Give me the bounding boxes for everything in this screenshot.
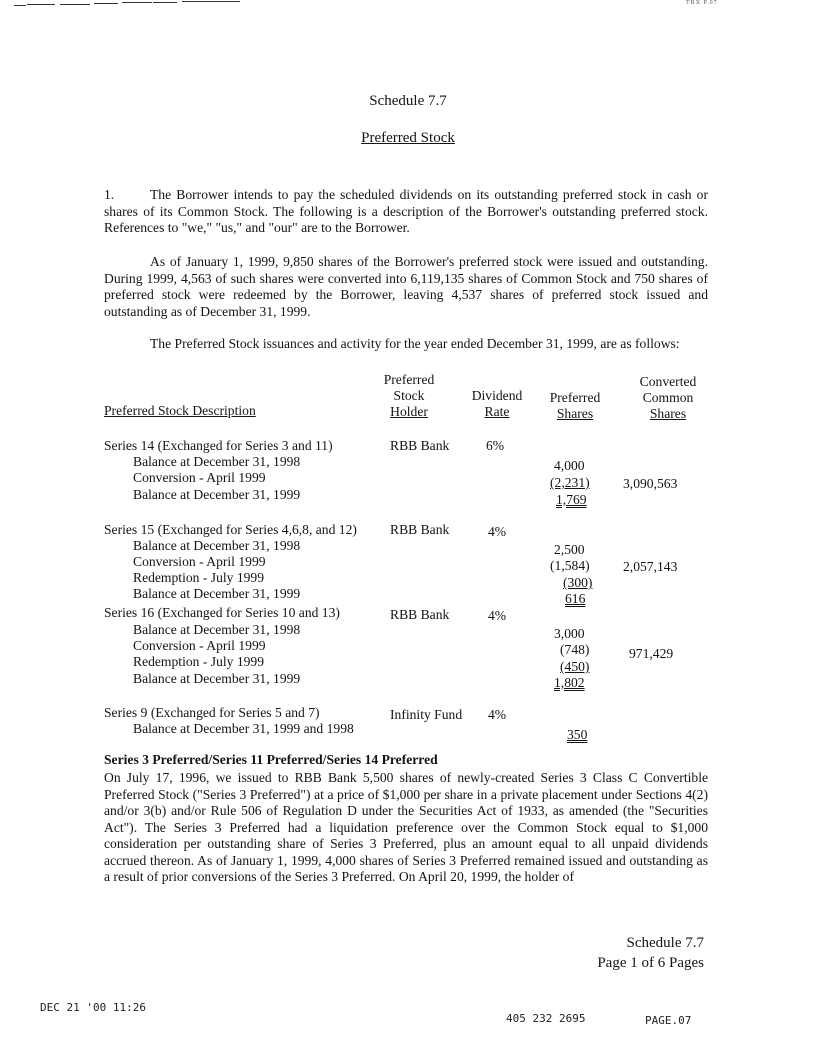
series-rate: 4% [488, 707, 507, 722]
table-row-label: Balance at December 31, 1999 [133, 671, 301, 686]
paragraph-number: 1. [104, 187, 115, 202]
header-preferred-shares: Preferred Shares [549, 390, 601, 421]
page-footer [597, 933, 704, 973]
table-row-converted: 2,057,143 [623, 559, 678, 574]
series-rate: 4% [488, 608, 507, 623]
table-row-shares: 1,802 [554, 675, 585, 690]
table-row-shares: 350 [567, 727, 588, 742]
series-name: Series 14 (Exchanged for Series 3 and 11) [104, 438, 333, 453]
table-row-label: Balance at December 31, 1999 and 1998 [133, 721, 354, 736]
table-row-shares: 1,769 [556, 492, 587, 507]
fax-page-number: PAGE.07 [645, 1014, 692, 1027]
table-row-label: Redemption - July 1999 [133, 654, 265, 669]
series-rate: 6% [486, 438, 505, 453]
table-row-shares: 2,500 [554, 542, 585, 557]
series-holder: RBB Bank [390, 522, 450, 537]
table-row-shares: 3,000 [554, 626, 585, 641]
paragraph-table-intro-text: The Preferred Stock issuances and activity for the year ended December 31, 1999, are as follows: [150, 336, 680, 351]
fax-header-mark: TRX P.07 [686, 0, 718, 6]
table-row-shares: (1,584) [550, 558, 590, 573]
series-name: Series 16 (Exchanged for Series 10 and 13) [104, 605, 340, 620]
series-name: Series 9 (Exchanged for Series 5 and 7) [104, 705, 320, 720]
table-row-label: Redemption - July 1999 [133, 570, 265, 585]
table-row-shares: 616 [565, 591, 586, 606]
series-holder: RBB Bank [390, 438, 450, 453]
table-row-label: Balance at December 31, 1999 [133, 487, 301, 502]
section-title: Preferred Stock [361, 130, 455, 146]
table-row-label: Conversion - April 1999 [133, 638, 266, 653]
schedule-title: Schedule 7.7 [369, 93, 447, 109]
footer-page-number: Page 1 of 6 Pages [597, 955, 704, 971]
header-dividend-rate: Dividend Rate [471, 388, 523, 419]
table-row-label: Conversion - April 1999 [133, 470, 266, 485]
paragraph-shares-summary [104, 254, 708, 320]
series-holder: Infinity Fund [390, 707, 463, 722]
table-row-label: Balance at December 31, 1998 [133, 454, 301, 469]
table-row-shares: (450) [560, 659, 590, 674]
paragraph-shares-text: As of January 1, 1999, 9,850 shares of the Borrower's preferred stock were issued and outstanding. During 1999, 4,563 of such shares were converted into 6,119,135 shares of Common Stock and 750 shares of preferred stock were redeemed by the Borrower, leaving 4,537 shares of preferred stock issued and outstanding as of December 31, 1999. [104, 254, 708, 319]
paragraph-intro [104, 187, 708, 237]
paragraph-intro-text: The Borrower intends to pay the scheduled dividends on its outstanding preferred stock in cash or shares of its Common Stock. The following is a description of the Borrower's outstanding preferred stock. References to "we," "us," and "our" are to the Borrower. [104, 187, 708, 235]
paragraph-table-intro [104, 336, 708, 353]
header-converted-shares: Converted Common Shares [639, 374, 697, 421]
table-row-converted: 971,429 [629, 646, 674, 661]
table-row-converted: 3,090,563 [623, 476, 678, 491]
header-description: Preferred Stock Description [104, 403, 256, 418]
section-heading-series3: Series 3 Preferred/Series 11 Preferred/Series 14 Preferred [104, 752, 438, 767]
header-holder: Preferred Stock Holder [383, 372, 435, 419]
paragraph-series3: On July 17, 1996, we issued to RBB Bank 5,500 shares of newly-created Series 3 Class C Convertible Preferred Stock ("Series 3 Preferred") at a price of $1,000 per share in a private placement under Sections 4(2) and/or 3(b) and/or Rule 506 of Regulation D under the Securities Act of 1933, as amended (the "Securities Act"). The Series 3 Preferred had a liquidation preference over the Common Stock equal to $1,000 consideration per outstanding share of Series 3 Preferred, plus an amount equal to all unpaid dividends accrued thereon. As of January 1, 1999, 4,000 shares of Series 3 Preferred remained issued and outstanding as a result of prior conversions of the Series 3 Preferred. On April 20, 1999, the holder of [104, 770, 708, 884]
series-holder: RBB Bank [390, 607, 450, 622]
fax-timestamp: DEC 21 '00 11:26 [40, 1001, 146, 1014]
table-row-shares: (300) [563, 575, 593, 590]
series-rate: 4% [488, 524, 507, 539]
series-name: Series 15 (Exchanged for Series 4,6,8, and 12) [104, 522, 357, 537]
table-row-label: Balance at December 31, 1998 [133, 622, 301, 637]
table-row-label: Conversion - April 1999 [133, 554, 266, 569]
table-row-shares: 4,000 [554, 458, 585, 473]
table-row-shares: (748) [560, 642, 590, 657]
fax-phone-number: 405 232 2695 [506, 1012, 586, 1025]
table-row-label: Balance at December 31, 1998 [133, 538, 301, 553]
table-row-shares: (2,231) [550, 475, 590, 490]
table-row-label: Balance at December 31, 1999 [133, 586, 301, 601]
footer-schedule: Schedule 7.7 [626, 935, 704, 951]
